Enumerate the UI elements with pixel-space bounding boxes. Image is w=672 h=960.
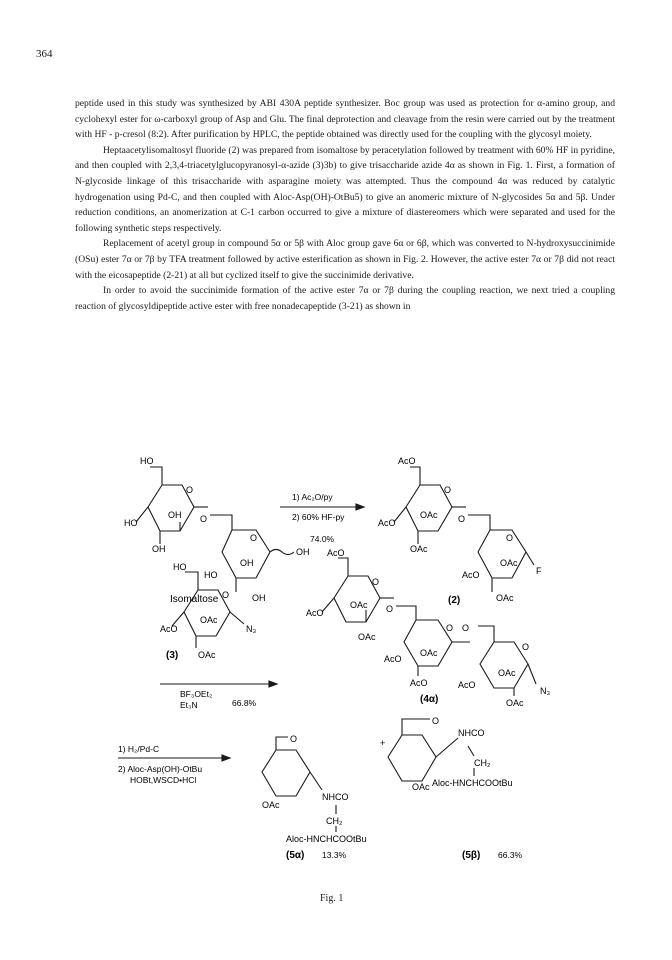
compound5a-ch2: CH₂ xyxy=(326,816,343,826)
compound5a-name: (5α) xyxy=(286,850,305,861)
arrow2-condition-2: Et₃N xyxy=(180,700,198,710)
compound2-oac3: OAc xyxy=(500,558,518,568)
compound3-name: (3) xyxy=(166,650,179,661)
isomaltose-oh-bottom: OH xyxy=(252,593,266,603)
arrow3-condition-3: HOBt,WSCD•HCl xyxy=(130,775,197,785)
paragraph-4: In order to avoid the succinimide formation of the active ester 7α or 7β during the coupling reaction, we next tried a coupling reaction of glycosyldipeptide active ester with free nonadecapeptide (3-21) as shown in xyxy=(75,285,615,312)
body-text xyxy=(75,96,615,314)
isomaltose-ho-top: HO xyxy=(140,456,154,466)
compound3-azide: N₃ xyxy=(246,624,257,634)
compound2-name: (2) xyxy=(448,595,461,606)
paragraph-2: Heptaacetylisomaltosyl fluoride (2) was prepared from isomaltose by peracetylation followed by treatment with 60% HF in pyridine, and then coupled with 2,3,4-triacetylglucopyranosyl-α-azide (3)3b) to give trisaccharide azide 4α as shown in Fig. 1. First, a formation of N-glycoside linkage of this trisaccharide with asparagine moiety was attempted. Thus the compound 4α was reduced by catalytic hydrogenation using Pd-C, and then coupled with Aloc-Asp(OH)-OtBu5) to give an anomeric mixture of N-glycosides 5α and 5β. Under reduction conditions, an anomerization at C-1 carbon occurred to give a mixture of diastereomers which were separated and used for the following synthetic steps respectively. xyxy=(75,144,615,234)
reaction-scheme xyxy=(0,452,672,922)
arrow2-condition-1: BF₃OEt₂ xyxy=(180,689,213,699)
compound2-oac-bottom: OAc xyxy=(496,593,514,603)
isomaltose-name: Isomaltose xyxy=(170,594,219,605)
compound5a-aloc-residue: Aloc-HNCHCOOtBu xyxy=(286,834,367,844)
arrow3-condition-2: 2) Aloc-Asp(OH)-OtBu xyxy=(118,764,203,774)
compound5b-ch2: CH₂ xyxy=(474,758,491,768)
compound3-oac-bottom: OAc xyxy=(198,650,216,660)
plus-sign: + xyxy=(380,738,386,748)
compound4-oac1: OAc xyxy=(350,600,368,610)
compound4-aco3: AcO xyxy=(410,678,428,688)
arrow1-yield: 74.0% xyxy=(310,534,335,544)
isomaltose-oh3: OH xyxy=(240,558,254,568)
compound4-ring-o2: O xyxy=(446,623,454,633)
compound4-ring-o3: O xyxy=(522,642,530,652)
isomaltose-ho-left: HO xyxy=(124,518,138,528)
compound5b-aloc-residue: Aloc-HNCHCOOtBu xyxy=(432,778,513,788)
compound3-ho: HO xyxy=(173,562,187,572)
compound2-ring-o2: O xyxy=(506,533,514,543)
compound4-aco-left: AcO xyxy=(306,608,324,618)
compound5b-nhco: NHCO xyxy=(458,728,485,738)
paragraph-3: Replacement of acetyl group in compound 5α or 5β with Aloc group gave 6α or 6β, which was converted to N-hydroxysuccinimide (OSu) ester 7α or 7β by TFA treatment followed by active esterification as shown in Fig. 2. However, the active ester 7α or 7β did not react with the eicosapeptide (2-21) at all but cyclized itself to give the succinimide derivative. xyxy=(75,238,615,281)
compound4-link-o1: O xyxy=(386,604,394,614)
compound2-aco-left: AcO xyxy=(378,518,396,528)
compound4-link-o2: O xyxy=(462,623,470,633)
compound2-aco-bottom: AcO xyxy=(462,570,480,580)
isomaltose-ring-o1: O xyxy=(186,485,194,495)
isomaltose-oh2: OH xyxy=(152,544,166,554)
isomaltose-link-o: O xyxy=(200,514,208,524)
compound5a-ring-o: O xyxy=(290,734,298,744)
paragraph-1: peptide used in this study was synthesized by ABI 430A peptide synthesizer. Boc group was used as protection for α-amino group, and cyclohexyl ester for ω-carboxyl group of Asp and Glu. The final deprotection and cleavage from the resin were carried out by the treatment with HF - p-cresol (8:2). After purification by HPLC, the peptide obtained was directly used for the coupling with the glycosyl moiety. xyxy=(75,98,615,141)
compound5a-yield: 13.3% xyxy=(322,850,347,860)
isomaltose-oh1: OH xyxy=(168,510,182,520)
compound5a-nhco: NHCO xyxy=(322,792,349,802)
compound4-aco4: AcO xyxy=(458,680,476,690)
compound4-oac2: OAc xyxy=(358,632,376,642)
compound4-azide: N₃ xyxy=(540,686,551,696)
figure-caption: Fig. 1 xyxy=(320,893,344,904)
arrow1-condition-1: 1) Ac₂O/py xyxy=(292,492,333,502)
compound5b-yield: 66.3% xyxy=(498,850,523,860)
compound4-oac3: OAc xyxy=(420,648,438,658)
compound2-aco-top: AcO xyxy=(398,456,416,466)
compound2-link-o: O xyxy=(458,514,466,524)
compound4-name: (4α) xyxy=(420,694,439,705)
compound5b-oac: OAc xyxy=(412,782,430,792)
compound5b-name: (5β) xyxy=(462,850,481,861)
compound4-aco-top: AcO xyxy=(327,548,345,558)
isomaltose-ring-o2: O xyxy=(250,533,258,543)
page-number: 364 xyxy=(36,48,53,60)
compound4-oac-bottom: OAc xyxy=(506,698,524,708)
compound3-ring-o: O xyxy=(222,590,230,600)
compound4-aco-mid: AcO xyxy=(384,654,402,664)
compound2-fluorine: F xyxy=(536,566,542,576)
compound4-oac4: OAc xyxy=(498,668,516,678)
compound5a-oac: OAc xyxy=(262,800,280,810)
isomaltose-anomeric-oh: OH xyxy=(296,547,310,557)
compound2-oac2: OAc xyxy=(410,544,428,554)
compound3-oac: OAc xyxy=(200,615,218,625)
isomaltose-ho-bottom: HO xyxy=(204,570,218,580)
compound3-aco: AcO xyxy=(160,624,178,634)
arrow2-yield: 66.8% xyxy=(232,698,257,708)
compound5b-ring-o: O xyxy=(432,716,440,726)
compound2-ring-o1: O xyxy=(444,485,452,495)
arrow3-condition-1: 1) H₂/Pd-C xyxy=(118,744,160,754)
arrow1-condition-2: 2) 60% HF-py xyxy=(292,512,345,522)
compound2-oac1: OAc xyxy=(420,510,438,520)
compound4-ring-o1: O xyxy=(372,577,380,587)
